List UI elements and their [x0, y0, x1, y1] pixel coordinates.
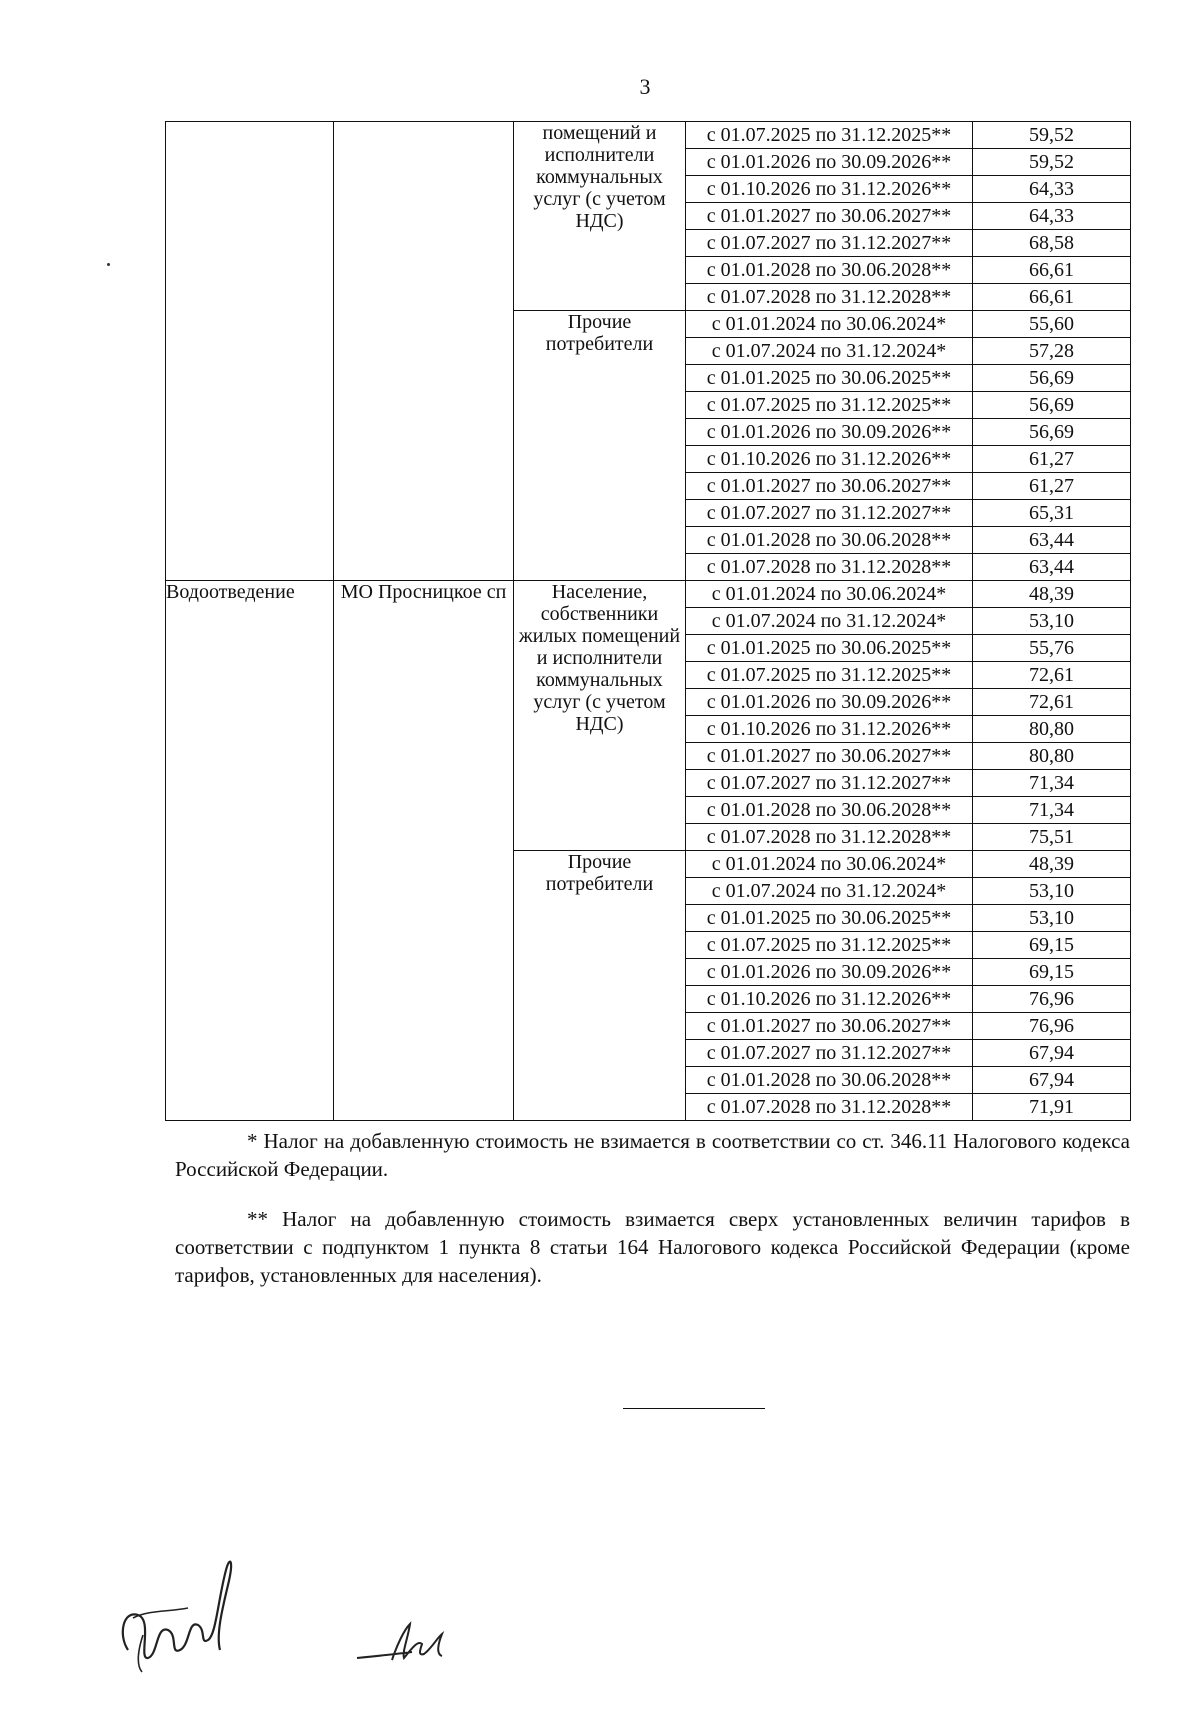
- footnotes: [175, 1127, 1130, 1311]
- period-cell: с 01.10.2026 по 31.12.2026**: [686, 986, 973, 1013]
- service-cell: Водоотведение: [166, 581, 334, 1121]
- period-cell: с 01.07.2024 по 31.12.2024*: [686, 338, 973, 365]
- scan-speck: [107, 263, 110, 266]
- footnote-vat-added: ** Налог на добавленную стоимость взимается сверх установленных величин тарифов в соответствии с подпунктом 1 пункта 8 статьи 164 Налогового кодекса Российской Федерации (кроме тарифов, установленных для населения).: [175, 1207, 1130, 1287]
- period-cell: с 01.01.2024 по 30.06.2024*: [686, 851, 973, 878]
- period-cell: с 01.07.2028 по 31.12.2028**: [686, 1094, 973, 1121]
- tariff-value-cell: 53,10: [973, 878, 1131, 905]
- tariff-value-cell: 55,60: [973, 311, 1131, 338]
- tariff-value-cell: 75,51: [973, 824, 1131, 851]
- tariff-value-cell: 71,34: [973, 770, 1131, 797]
- tariff-table-body: [166, 122, 1131, 1121]
- period-cell: с 01.07.2027 по 31.12.2027**: [686, 1040, 973, 1067]
- table-row: [166, 122, 1131, 149]
- tariff-value-cell: 69,15: [973, 932, 1131, 959]
- tariff-value-cell: 69,15: [973, 959, 1131, 986]
- tariff-value-cell: 61,27: [973, 446, 1131, 473]
- period-cell: с 01.01.2028 по 30.06.2028**: [686, 1067, 973, 1094]
- tariff-value-cell: 55,76: [973, 635, 1131, 662]
- tariff-value-cell: 59,52: [973, 122, 1131, 149]
- period-cell: с 01.01.2026 по 30.09.2026**: [686, 959, 973, 986]
- period-cell: с 01.01.2024 по 30.06.2024*: [686, 311, 973, 338]
- consumer-group-cell: Прочие потребители: [514, 311, 686, 581]
- service-cell: [166, 122, 334, 581]
- tariff-value-cell: 63,44: [973, 527, 1131, 554]
- territory-cell: [334, 122, 514, 581]
- tariff-value-cell: 53,10: [973, 608, 1131, 635]
- period-cell: с 01.01.2028 по 30.06.2028**: [686, 257, 973, 284]
- tariff-value-cell: 72,61: [973, 689, 1131, 716]
- period-cell: с 01.07.2027 по 31.12.2027**: [686, 500, 973, 527]
- tariff-value-cell: 64,33: [973, 176, 1131, 203]
- tariff-value-cell: 48,39: [973, 581, 1131, 608]
- period-cell: с 01.07.2027 по 31.12.2027**: [686, 770, 973, 797]
- signature-right: [352, 1610, 462, 1670]
- period-cell: с 01.10.2026 по 31.12.2026**: [686, 446, 973, 473]
- period-cell: с 01.01.2027 по 30.06.2027**: [686, 473, 973, 500]
- period-cell: с 01.01.2027 по 30.06.2027**: [686, 203, 973, 230]
- tariff-value-cell: 66,61: [973, 284, 1131, 311]
- tariff-table: [165, 121, 1131, 1121]
- tariff-value-cell: 57,28: [973, 338, 1131, 365]
- period-cell: с 01.10.2026 по 31.12.2026**: [686, 716, 973, 743]
- period-cell: с 01.07.2025 по 31.12.2025**: [686, 392, 973, 419]
- tariff-value-cell: 80,80: [973, 743, 1131, 770]
- period-cell: с 01.01.2026 по 30.09.2026**: [686, 689, 973, 716]
- tariff-value-cell: 66,61: [973, 257, 1131, 284]
- tariff-value-cell: 65,31: [973, 500, 1131, 527]
- tariff-value-cell: 76,96: [973, 1013, 1131, 1040]
- period-cell: с 01.01.2028 по 30.06.2028**: [686, 797, 973, 824]
- tariff-value-cell: 61,27: [973, 473, 1131, 500]
- tariff-value-cell: 67,94: [973, 1040, 1131, 1067]
- tariff-value-cell: 80,80: [973, 716, 1131, 743]
- consumer-group-cell: Прочие потребители: [514, 851, 686, 1121]
- tariff-value-cell: 53,10: [973, 905, 1131, 932]
- period-cell: с 01.07.2024 по 31.12.2024*: [686, 608, 973, 635]
- consumer-group-cell: помещений и исполнители коммунальных услуг (с учетом НДС): [514, 122, 686, 311]
- territory-cell: МО Просницкое сп: [334, 581, 514, 1121]
- tariff-value-cell: 68,58: [973, 230, 1131, 257]
- period-cell: с 01.07.2028 по 31.12.2028**: [686, 824, 973, 851]
- tariff-value-cell: 76,96: [973, 986, 1131, 1013]
- period-cell: с 01.01.2027 по 30.06.2027**: [686, 743, 973, 770]
- period-cell: с 01.01.2026 по 30.09.2026**: [686, 149, 973, 176]
- period-cell: с 01.01.2027 по 30.06.2027**: [686, 1013, 973, 1040]
- tariff-value-cell: 71,34: [973, 797, 1131, 824]
- tariff-value-cell: 56,69: [973, 419, 1131, 446]
- tariff-value-cell: 72,61: [973, 662, 1131, 689]
- period-cell: с 01.07.2025 по 31.12.2025**: [686, 662, 973, 689]
- consumer-group-cell: Население, собственники жилых помещений и исполнители коммунальных услуг (с учетом НДС): [514, 581, 686, 851]
- tariff-value-cell: 71,91: [973, 1094, 1131, 1121]
- tariff-value-cell: 59,52: [973, 149, 1131, 176]
- period-cell: с 01.07.2027 по 31.12.2027**: [686, 230, 973, 257]
- tariff-value-cell: 64,33: [973, 203, 1131, 230]
- period-cell: с 01.10.2026 по 31.12.2026**: [686, 176, 973, 203]
- period-cell: с 01.07.2025 по 31.12.2025**: [686, 932, 973, 959]
- period-cell: с 01.07.2028 по 31.12.2028**: [686, 284, 973, 311]
- tariff-value-cell: 67,94: [973, 1067, 1131, 1094]
- tariff-value-cell: 56,69: [973, 392, 1131, 419]
- tariff-value-cell: 56,69: [973, 365, 1131, 392]
- period-cell: с 01.07.2024 по 31.12.2024*: [686, 878, 973, 905]
- end-of-document-line: [623, 1408, 765, 1409]
- period-cell: с 01.01.2025 по 30.06.2025**: [686, 905, 973, 932]
- tariff-value-cell: 63,44: [973, 554, 1131, 581]
- period-cell: с 01.07.2025 по 31.12.2025**: [686, 122, 973, 149]
- tariff-value-cell: 48,39: [973, 851, 1131, 878]
- period-cell: с 01.01.2025 по 30.06.2025**: [686, 635, 973, 662]
- page-number: 3: [639, 74, 651, 99]
- period-cell: с 01.01.2028 по 30.06.2028**: [686, 527, 973, 554]
- footnote-vat-exempt: * Налог на добавленную стоимость не взимается в соответствии со ст. 346.11 Налогового кодекса Российской Федерации.: [175, 1129, 1130, 1181]
- signature-left: [108, 1540, 248, 1680]
- period-cell: с 01.01.2026 по 30.09.2026**: [686, 419, 973, 446]
- period-cell: с 01.01.2025 по 30.06.2025**: [686, 365, 973, 392]
- table-row: [166, 581, 1131, 608]
- period-cell: с 01.01.2024 по 30.06.2024*: [686, 581, 973, 608]
- period-cell: с 01.07.2028 по 31.12.2028**: [686, 554, 973, 581]
